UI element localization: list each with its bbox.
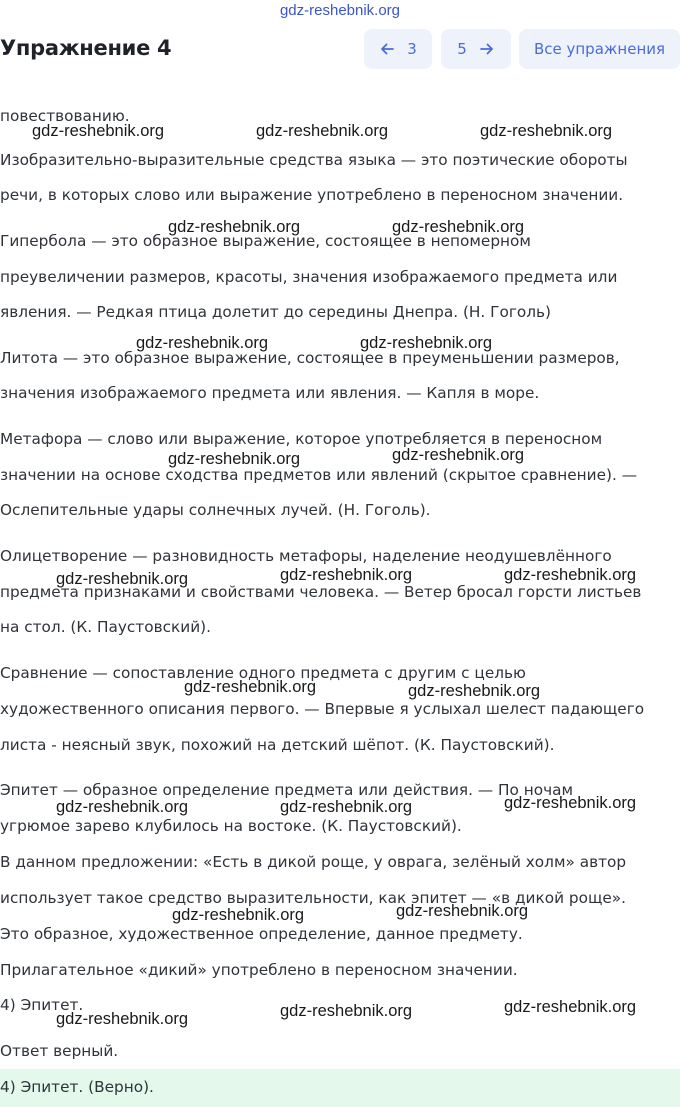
watermark: gdz-reshebnik.org — [56, 798, 189, 816]
watermark: gdz-reshebnik.org — [56, 1010, 189, 1028]
text-line: преувеличении размеров, красоты, значения изображаемого предмета или — [0, 268, 618, 286]
text-line: Ответ верный. — [0, 1042, 119, 1060]
text-line: 4) Эпитет. — [0, 996, 84, 1014]
watermark: gdz-reshebnik.org — [392, 218, 525, 236]
watermark: gdz-reshebnik.org — [504, 998, 637, 1016]
watermark: gdz-reshebnik.org — [168, 218, 301, 236]
text-line: Сравнение — сопоставление одного предмета с другим с целью — [0, 664, 526, 682]
all-exercises-button[interactable] — [519, 29, 680, 69]
text-line: повествованию. — [0, 107, 130, 125]
text-line: Метафора — слово или выражение, которое употребляется в переносном — [0, 430, 603, 448]
text-line: речи, в которых слово или выражение употреблено в переносном значении. — [0, 186, 624, 204]
arrow-right-icon — [479, 41, 495, 57]
final-answer-text: 4) Эпитет. (Верно). — [0, 1078, 154, 1096]
text-line: листа - неясный звук, похожий на детский шёпот. (К. Паустовский). — [0, 736, 555, 754]
watermark: gdz-reshebnik.org — [408, 682, 541, 700]
text-line: значении на основе сходства предметов или явлений (скрытое сравнение). — — [0, 466, 638, 484]
watermark: gdz-reshebnik.org — [280, 798, 413, 816]
watermark: gdz-reshebnik.org — [184, 678, 317, 696]
text-line: на стол. (К. Паустовский). — [0, 618, 211, 636]
page-title: Упражнение 4 — [0, 36, 172, 60]
text-line: использует такое средство выразительности, как эпитет — «в дикой роще». — [0, 889, 626, 907]
text-line: Это образное, художественное определение, данное предмету. — [0, 925, 523, 943]
watermark: gdz-reshebnik.org — [504, 794, 637, 812]
watermark: gdz-reshebnik.org — [56, 570, 189, 588]
text-line: художественного описания первого. — Впервые я услыхал шелест падающего — [0, 700, 645, 718]
final-answer-box — [0, 1069, 680, 1107]
watermark: gdz-reshebnik.org — [168, 450, 301, 468]
watermark: gdz-reshebnik.org — [360, 334, 493, 352]
text-line: значения изображаемого предмета или явления. — Капля в море. — [0, 384, 540, 402]
watermark: gdz-reshebnik.org — [392, 446, 525, 464]
watermark: gdz-reshebnik.org — [396, 902, 529, 920]
site-domain-header[interactable] — [0, 0, 680, 24]
text-line: Олицетворение — разновидность метафоры, наделение неодушевлённого — [0, 547, 612, 565]
watermark: gdz-reshebnik.org — [136, 334, 269, 352]
watermark: gdz-reshebnik.org — [280, 566, 413, 584]
text-line: Прилагательное «дикий» употреблено в переносном значении. — [0, 961, 518, 979]
watermark: gdz-reshebnik.org — [172, 906, 305, 924]
previous-exercise-button[interactable] — [364, 29, 432, 69]
previous-exercise-number: 3 — [407, 40, 417, 58]
text-line: Ослепительные удары солнечных лучей. (Н. Гоголь). — [0, 501, 431, 519]
text-line: предмета признаками и свойствами человека. — Ветер бросал горсти листьев — [0, 583, 642, 601]
next-exercise-number: 5 — [457, 40, 467, 58]
text-line: Изобразительно-выразительные средства языка — это поэтические обороты — [0, 151, 628, 169]
text-line: угрюмое зарево клубилось на востоке. (К. Паустовский). — [0, 817, 462, 835]
watermark: gdz-reshebnik.org — [480, 122, 613, 140]
watermark: gdz-reshebnik.org — [256, 122, 389, 140]
scrolled-text-fragment — [0, 68, 680, 80]
text-line: явления. — Редкая птица долетит до середины Днепра. (Н. Гоголь) — [0, 303, 551, 321]
watermark: gdz-reshebnik.org — [504, 566, 637, 584]
arrow-left-icon — [379, 41, 395, 57]
text-line: В данном предложении: «Есть в дикой роще, у оврага, зелёный холм» автор — [0, 853, 627, 871]
text-line: Гипербола — это образное выражение, состоящее в непомерном — [0, 232, 531, 250]
next-exercise-button[interactable] — [441, 29, 511, 69]
watermark: gdz-reshebnik.org — [280, 1002, 413, 1020]
text-line: Эпитет — образное определение предмета или действия. — По ночам — [0, 781, 574, 799]
watermark: gdz-reshebnik.org — [32, 122, 165, 140]
site-domain-link[interactable]: gdz-reshebnik.org — [279, 2, 401, 19]
all-exercises-label: Все упражнения — [533, 40, 666, 58]
text-line: Литота — это образное выражение, состоящее в преуменьшении размеров, — [0, 349, 620, 367]
